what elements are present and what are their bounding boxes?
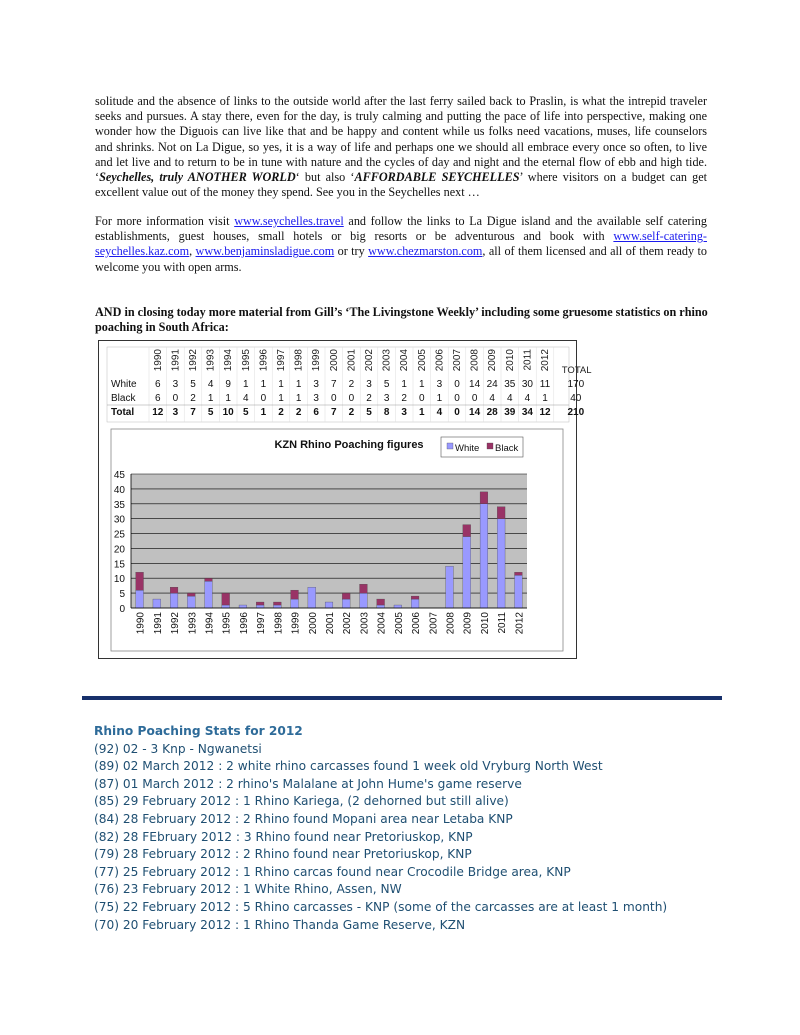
table-header-cell: 1990 bbox=[152, 349, 164, 372]
x-tick-label: 1999 bbox=[290, 612, 302, 635]
bar-black bbox=[187, 593, 195, 596]
stats-item: (92) 02 - 3 Knp - Ngwanetsi bbox=[94, 741, 262, 756]
table-cell: 1 bbox=[278, 393, 284, 404]
bar-white bbox=[187, 596, 195, 608]
table-cell: 14 bbox=[469, 379, 481, 390]
bar-black bbox=[480, 492, 488, 504]
table-cell: 1 bbox=[295, 379, 302, 390]
table-cell: 3 bbox=[401, 407, 407, 418]
x-tick-label: 2010 bbox=[479, 612, 491, 635]
table-cell: 5 bbox=[190, 379, 196, 390]
table-cell: 1 bbox=[207, 393, 214, 404]
x-tick-label: 1995 bbox=[221, 612, 233, 635]
chart-title: KZN Rhino Poaching figures bbox=[274, 439, 424, 451]
stats-item: (82) 28 FEbruary 2012 : 3 Rhino found near Pretoriuskop, KNP bbox=[94, 829, 473, 844]
x-tick-label: 2012 bbox=[514, 612, 526, 635]
table-header-cell: 1993 bbox=[205, 349, 217, 372]
table-cell: 4 bbox=[524, 393, 531, 404]
table-cell: 3 bbox=[366, 379, 372, 390]
table-cell: 2 bbox=[278, 407, 284, 418]
table-cell: 1 bbox=[243, 379, 249, 390]
table-header-cell: 1991 bbox=[170, 349, 182, 372]
table-cell: 5 bbox=[366, 407, 372, 418]
y-tick-label: 25 bbox=[113, 529, 125, 541]
table-row-label: White bbox=[111, 379, 137, 390]
y-tick-label: 0 bbox=[119, 604, 125, 615]
table-header-cell: 2000 bbox=[328, 349, 340, 372]
bar-white bbox=[446, 566, 454, 608]
legend-label-white: White bbox=[455, 443, 480, 454]
table-cell: 4 bbox=[507, 393, 513, 404]
link-self-catering[interactable]: www.self-catering-seychelles.kaz.com bbox=[95, 229, 707, 259]
table-cell: 3 bbox=[313, 379, 319, 390]
table-header-cell: 2007 bbox=[452, 349, 463, 372]
x-tick-label: 2000 bbox=[307, 612, 319, 635]
stats-item: (89) 02 March 2012 : 2 white rhino carcasses found 1 week old Vryburg North West bbox=[94, 759, 603, 774]
table-header-cell: 2009 bbox=[487, 349, 499, 372]
table-cell: 12 bbox=[152, 407, 164, 418]
y-tick-label: 10 bbox=[113, 574, 125, 586]
table-cell: 1 bbox=[419, 407, 425, 418]
table-cell: 10 bbox=[222, 407, 234, 418]
table-header-cell: 1994 bbox=[223, 349, 235, 372]
section-divider bbox=[82, 696, 722, 700]
bar-white bbox=[308, 587, 316, 608]
table-cell: 3 bbox=[172, 379, 179, 390]
link-chezmarston[interactable]: www.chezmarston.com bbox=[368, 244, 483, 259]
table-header-cell: 2008 bbox=[469, 349, 481, 372]
bar-white bbox=[497, 519, 505, 608]
bar-white bbox=[515, 575, 523, 608]
table-cell: 9 bbox=[225, 379, 231, 390]
y-tick-label: 20 bbox=[113, 544, 125, 556]
table-cell: 0 bbox=[454, 379, 460, 390]
table-cell: 4 bbox=[207, 379, 214, 390]
y-tick-label: 45 bbox=[113, 470, 125, 481]
table-cell: 34 bbox=[521, 407, 533, 418]
x-tick-label: 1992 bbox=[170, 612, 182, 635]
bar-white bbox=[291, 599, 299, 608]
table-cell: 0 bbox=[471, 393, 478, 404]
x-tick-label: 1996 bbox=[238, 612, 250, 635]
intro-text: ‘ but also ‘ bbox=[295, 170, 355, 185]
table-header-cell: 1995 bbox=[240, 349, 252, 372]
table-header-cell: 1999 bbox=[311, 349, 323, 372]
info-text: or try bbox=[334, 244, 369, 259]
table-cell: 3 bbox=[436, 379, 443, 390]
x-tick-label: 1997 bbox=[256, 612, 268, 635]
x-tick-label: 1998 bbox=[273, 612, 285, 635]
table-cell: 0 bbox=[331, 393, 337, 404]
x-tick-label: 1993 bbox=[187, 612, 199, 635]
bar-black bbox=[273, 602, 281, 605]
legend-swatch-black bbox=[487, 443, 493, 449]
intro-text: solitude and the absence of links to the outside world after the last ferry sailed back to Praslin, is what the intrepid traveler seeks and pursues. A stay there, even for the day, is truly calming and putting the pace of life into perspective, making one wonder how the Diguois can live like that and be happy and content while us folks need vacations, muses, life counselors and shrinks. Not on La Digue, so yes, it is a way of life and perhaps one we should all embrace every once so often, to live and let live and to return to be in tune with nature and the cycles of day and night and the eternal flow of ebb and high tide. ‘ bbox=[95, 94, 707, 185]
table-header-cell: 2002 bbox=[364, 349, 375, 372]
table-header-cell: 1998 bbox=[293, 349, 305, 372]
bar-white bbox=[256, 605, 264, 608]
table-cell: 4 bbox=[436, 407, 443, 418]
link-seychelles-travel[interactable]: www.seychelles.travel bbox=[234, 214, 344, 228]
x-tick-label: 2007 bbox=[428, 612, 440, 635]
bar-white bbox=[325, 602, 333, 608]
bar-white bbox=[342, 599, 350, 608]
bar-white bbox=[205, 581, 213, 608]
table-cell: 11 bbox=[539, 379, 551, 390]
bar-white bbox=[273, 605, 281, 608]
poaching-figure bbox=[98, 340, 592, 659]
intro-text: ’ where visitors on a budget can get excellent value out of the money they spend. See you in the Seychelles next … bbox=[95, 170, 707, 200]
tagline-another-world: Seychelles, truly ANOTHER WORLD bbox=[99, 170, 296, 185]
x-tick-label: 2003 bbox=[359, 612, 371, 635]
bar-white bbox=[136, 590, 144, 608]
table-cell: 1 bbox=[295, 393, 302, 404]
table-cell: 2 bbox=[401, 393, 407, 404]
table-cell: 1 bbox=[436, 393, 443, 404]
table-cell: 14 bbox=[469, 407, 481, 418]
info-text: For more information visit bbox=[95, 214, 235, 228]
table-cell: 40 bbox=[570, 393, 582, 404]
bar-black bbox=[205, 578, 213, 581]
table-cell: 24 bbox=[486, 379, 498, 390]
table-cell: 0 bbox=[454, 393, 460, 404]
table-cell: 2 bbox=[366, 393, 372, 404]
y-tick-label: 40 bbox=[113, 484, 125, 496]
x-tick-label: 1990 bbox=[135, 612, 147, 635]
bar-white bbox=[360, 593, 368, 608]
table-cell: 7 bbox=[331, 379, 337, 390]
link-benjamins[interactable]: www.benjaminsladigue.com bbox=[195, 244, 335, 259]
bar-white bbox=[239, 605, 247, 608]
info-text: , all of them licensed and all of them ready to welcome you with open arms. bbox=[95, 244, 708, 274]
stats-heading: Rhino Poaching Stats for 2012 bbox=[94, 724, 303, 738]
bar-black bbox=[222, 593, 230, 605]
table-header-cell: 1996 bbox=[258, 349, 270, 372]
table-cell: 2 bbox=[348, 379, 355, 390]
bar-white bbox=[170, 593, 178, 608]
y-tick-label: 15 bbox=[113, 559, 125, 571]
bar-black bbox=[256, 602, 264, 605]
table-cell: 3 bbox=[172, 407, 179, 418]
table-cell: 2 bbox=[190, 393, 196, 404]
info-text: and follow the links to La Digue island and the available self catering establishments, guest houses, small hotels or big resorts or be adventurous and book with bbox=[95, 214, 707, 244]
x-tick-label: 1994 bbox=[204, 612, 216, 635]
table-cell: 210 bbox=[567, 407, 585, 418]
table-row-label: Black bbox=[111, 393, 136, 404]
x-tick-label: 2011 bbox=[497, 612, 509, 634]
x-tick-label: 2004 bbox=[376, 612, 388, 635]
table-cell: 3 bbox=[313, 393, 319, 404]
table-row-label: Total bbox=[111, 407, 135, 418]
bar-white bbox=[153, 599, 161, 608]
bar-white bbox=[394, 605, 402, 608]
table-header-cell: TOTAL bbox=[561, 365, 592, 376]
table-cell: 12 bbox=[539, 407, 551, 418]
table-cell: 0 bbox=[454, 407, 460, 418]
stats-item: (75) 22 February 2012 : 5 Rhino carcasses - KNP (some of the carcasses are at least 1 month) bbox=[94, 899, 668, 914]
table-cell: 6 bbox=[155, 379, 161, 390]
stats-item: (87) 01 March 2012 : 2 rhino's Malalane at John Hume's game reserve bbox=[94, 776, 522, 791]
bar-black bbox=[497, 507, 505, 519]
y-tick-label: 30 bbox=[113, 514, 125, 526]
bar-black bbox=[411, 596, 419, 599]
closing-heading: AND in closing today more material from Gill’s ‘The Livingstone Weekly’ including some gruesome statistics on rhino poaching in South Africa: bbox=[95, 305, 708, 334]
stats-item: (76) 23 February 2012 : 1 White Rhino, Assen, NW bbox=[94, 882, 402, 897]
table-header-cell: 1992 bbox=[188, 349, 199, 372]
stats-item: (77) 25 February 2012 : 1 Rhino carcas found near Crocodile Bridge area, KNP bbox=[94, 864, 571, 879]
legend-swatch-white bbox=[447, 443, 453, 449]
x-tick-label: 2009 bbox=[462, 612, 474, 635]
table-header-cell: 2003 bbox=[381, 349, 393, 372]
table-cell: 6 bbox=[155, 393, 161, 404]
table-cell: 4 bbox=[489, 393, 495, 404]
table-cell: 35 bbox=[504, 379, 516, 390]
table-cell: 0 bbox=[260, 393, 267, 404]
table-header-cell: 2010 bbox=[504, 349, 516, 372]
stats-section bbox=[94, 723, 734, 934]
table-header-cell: 2011 bbox=[522, 349, 534, 371]
bar-black bbox=[291, 590, 299, 599]
bar-black bbox=[360, 584, 368, 593]
x-tick-label: 2008 bbox=[445, 612, 457, 635]
poaching-figure-svg bbox=[99, 341, 592, 658]
stats-item: (70) 20 February 2012 : 1 Rhino Thanda Game Reserve, KZN bbox=[94, 917, 466, 932]
table-cell: 5 bbox=[243, 407, 249, 418]
bar-white bbox=[411, 599, 419, 608]
table-cell: 6 bbox=[313, 407, 319, 418]
legend-label-black: Black bbox=[495, 443, 519, 454]
table-cell: 2 bbox=[295, 407, 302, 418]
stats-item: (79) 28 February 2012 : 2 Rhino found near Pretoriuskop, KNP bbox=[94, 847, 472, 862]
bar-black bbox=[515, 572, 523, 575]
table-cell: 5 bbox=[207, 407, 214, 418]
table-cell: 30 bbox=[521, 379, 533, 390]
table-cell: 8 bbox=[383, 407, 390, 418]
y-tick-label: 5 bbox=[119, 589, 125, 601]
table-header-cell: 1997 bbox=[276, 349, 287, 372]
bar-black bbox=[377, 599, 385, 605]
table-cell: 39 bbox=[504, 407, 516, 418]
table-header-cell: 2001 bbox=[346, 349, 358, 372]
bar-white bbox=[377, 605, 385, 608]
table-cell: 1 bbox=[278, 379, 284, 390]
table-cell: 1 bbox=[225, 393, 231, 404]
x-tick-label: 1991 bbox=[152, 612, 164, 635]
y-tick-label: 35 bbox=[113, 499, 125, 511]
table-header-cell: 2004 bbox=[399, 349, 411, 372]
table-cell: 7 bbox=[190, 407, 196, 418]
table-cell: 5 bbox=[383, 379, 390, 390]
table-cell: 0 bbox=[348, 393, 355, 404]
table-cell: 3 bbox=[383, 393, 390, 404]
bar-black bbox=[136, 572, 144, 590]
x-tick-label: 2002 bbox=[342, 612, 354, 635]
tagline-affordable: AFFORDABLE SEYCHELLES bbox=[354, 170, 520, 185]
table-cell: 0 bbox=[172, 393, 179, 404]
table-cell: 1 bbox=[542, 393, 548, 404]
bar-white bbox=[463, 537, 471, 608]
bar-black bbox=[342, 593, 350, 599]
stats-item: (85) 29 February 2012 : 1 Rhino Kariega, (2 dehorned but still alive) bbox=[94, 794, 509, 809]
table-cell: 0 bbox=[419, 393, 425, 404]
table-cell: 7 bbox=[331, 407, 337, 418]
info-text: , bbox=[189, 244, 196, 259]
bar-white bbox=[480, 504, 488, 608]
bar-black bbox=[170, 587, 178, 593]
table-cell: 1 bbox=[419, 379, 425, 390]
table-cell: 28 bbox=[486, 407, 498, 418]
table-cell: 1 bbox=[401, 379, 407, 390]
bar-white bbox=[222, 605, 230, 608]
stats-item: (84) 28 February 2012 : 2 Rhino found Mopani area near Letaba KNP bbox=[94, 811, 513, 826]
table-header-cell: 2005 bbox=[416, 349, 428, 372]
x-tick-label: 2001 bbox=[325, 612, 336, 635]
table-cell: 170 bbox=[567, 379, 585, 390]
table-cell: 1 bbox=[260, 407, 267, 418]
x-tick-label: 2006 bbox=[411, 612, 423, 635]
table-cell: 1 bbox=[260, 379, 267, 390]
table-cell: 2 bbox=[348, 407, 355, 418]
bar-black bbox=[463, 525, 471, 537]
x-tick-label: 2005 bbox=[393, 612, 405, 635]
table-cell: 4 bbox=[243, 393, 249, 404]
table-header-cell: 2012 bbox=[540, 349, 551, 372]
intro-paragraph bbox=[95, 94, 707, 200]
info-paragraph bbox=[95, 214, 707, 275]
table-header-cell: 2006 bbox=[434, 349, 446, 372]
